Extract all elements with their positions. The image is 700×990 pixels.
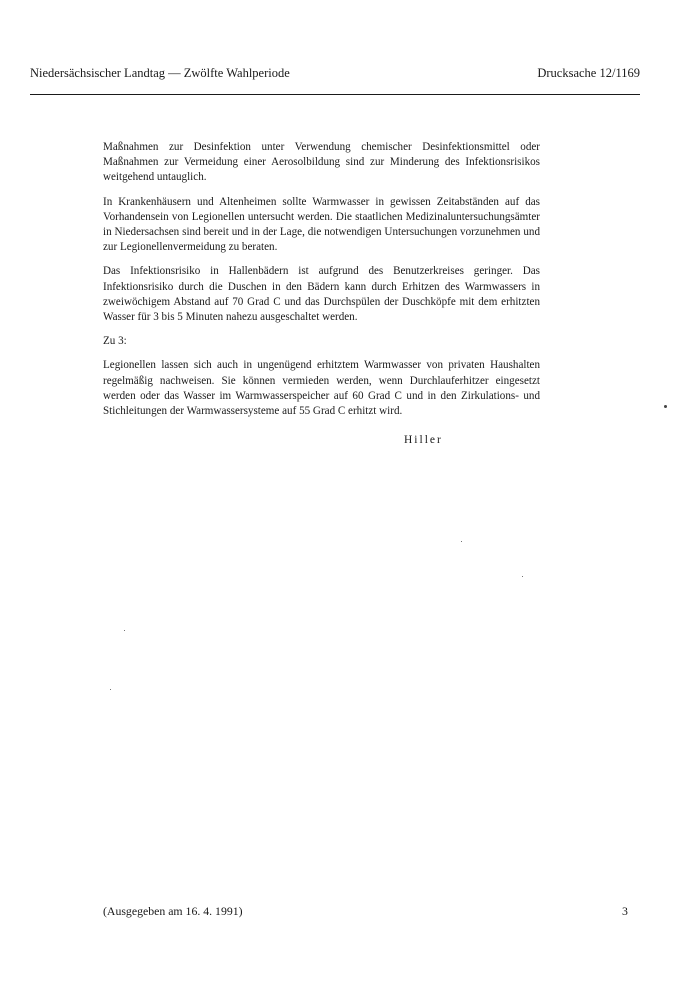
signature: Hiller xyxy=(404,434,443,446)
scan-speck xyxy=(461,541,462,542)
section-heading-zu-3: Zu 3: xyxy=(103,335,127,348)
header-title: Niedersächsischer Landtag — Zwölfte Wahlperiode xyxy=(30,66,290,80)
scan-speck xyxy=(110,689,111,690)
scan-speck xyxy=(664,405,667,408)
page-header xyxy=(30,62,640,84)
page-number: 3 xyxy=(622,904,628,918)
document-number: Drucksache 12/1169 xyxy=(537,66,640,80)
paragraph-indoor-pools: Das Infektionsrisiko in Hallenbädern ist aufgrund des Benutzerkreises geringer. Das Infektionsrisiko durch die Duschen in den Bädern kann durch Erhitzen des Warmwassers in zweiwöchigem Abstand auf 70 Grad C und das Durchspülen der Duschköpfe mit dem erhitzten Wasser für 3 bis 5 Minuten nahezu ausgeschaltet werden. xyxy=(103,265,540,324)
paragraph-disinfection: Maßnahmen zur Desinfektion unter Verwendung chemischer Desinfektionsmittel oder Maßnahmen zur Vermeidung einer Aerosolbildung sind zur Minderung des Infektionsrisikos weitgehend untauglich. xyxy=(103,141,540,184)
header-divider xyxy=(30,94,640,95)
scan-speck xyxy=(124,630,125,631)
paragraph-hospitals: In Krankenhäusern und Altenheimen sollte Warmwasser in gewissen Zeitabständen auf das Vorhandensein von Legionellen untersucht werden. Die staatlichen Medizinaluntersuchungsämter in Niedersachsen sind bereit und in der Lage, die notwendigen Untersuchungen vorzunehmen und zur Legionellenvermeidung zu beraten. xyxy=(103,195,540,254)
paragraph-private-households: Legionellen lassen sich auch in ungenügend erhitztem Warmwasser von privaten Haushalten regelmäßig nachweisen. Sie können vermieden werden, wenn Durchlauferhitzer eingesetzt werden oder das Wasser im Warmwasserspeicher auf 60 Grad C und in den Zirkulations- und Stichleitungen der Warmwassersysteme auf 55 Grad C erhitzt wird. xyxy=(103,359,540,418)
document-body xyxy=(103,140,540,428)
issue-date: (Ausgegeben am 16. 4. 1991) xyxy=(103,904,243,918)
scan-speck xyxy=(522,576,523,577)
